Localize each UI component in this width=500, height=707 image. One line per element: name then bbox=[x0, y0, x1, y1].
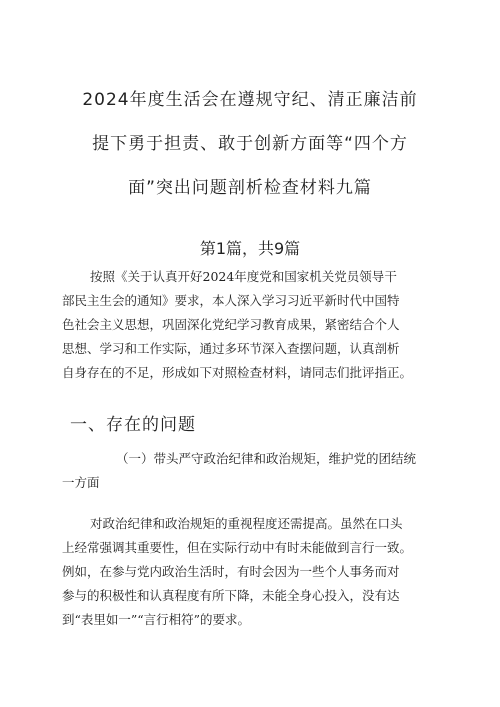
intro-line: 部民主生会的通知》要求，本人深入学习习近平新时代中国特 bbox=[62, 293, 400, 308]
body-line: 例如，在参与党内政治生活时，有时会因为一些个人事务而对 bbox=[62, 564, 400, 579]
intro-line: 思想、学习和工作实际，通过多环节深入查摆问题，认真剖析 bbox=[62, 341, 400, 356]
intro-line: 自身存在的不足，形成如下对照检查材料，请同志们批评指正。 bbox=[62, 365, 413, 380]
document-title-line-2: 提下勇于担责、敢于创新方面等“四个方 bbox=[92, 134, 408, 154]
subsection-heading bbox=[62, 447, 442, 495]
intro-line: 色社会主义思想，巩固深化党纪学习教育成果，紧密结合个人 bbox=[62, 317, 400, 332]
subsection-line: 一方面 bbox=[62, 475, 100, 490]
document-title-line-3: 面”突出问题剖析检查材料九篇 bbox=[128, 178, 372, 198]
document-title-line-1: 2024年度生活会在遵规守纪、清正廉洁前 bbox=[82, 90, 418, 110]
intro-paragraph bbox=[62, 265, 442, 385]
subsection-line: （一）带头严守政治纪律和政治规矩，维护党的团结统 bbox=[116, 451, 417, 466]
body-line: 参与的积极性和认真程度有所下降，未能全身心投入，没有达 bbox=[62, 588, 400, 603]
section-heading: 一、存在的问题 bbox=[70, 415, 196, 435]
intro-line: 按照《关于认真开好2024年度党和国家机关党员领导干 bbox=[90, 269, 397, 284]
body-line: 对政治纪律和政治规矩的重视程度还需提高。虽然在口头 bbox=[90, 516, 403, 531]
body-line: 到“表里如一”“言行相符”的要求。 bbox=[62, 612, 251, 627]
part-indicator: 第1篇，共9篇 bbox=[199, 239, 301, 258]
body-line: 上经常强调其重要性，但在实际行动中有时未能做到言行一致。 bbox=[62, 540, 413, 555]
body-paragraph bbox=[62, 512, 442, 632]
